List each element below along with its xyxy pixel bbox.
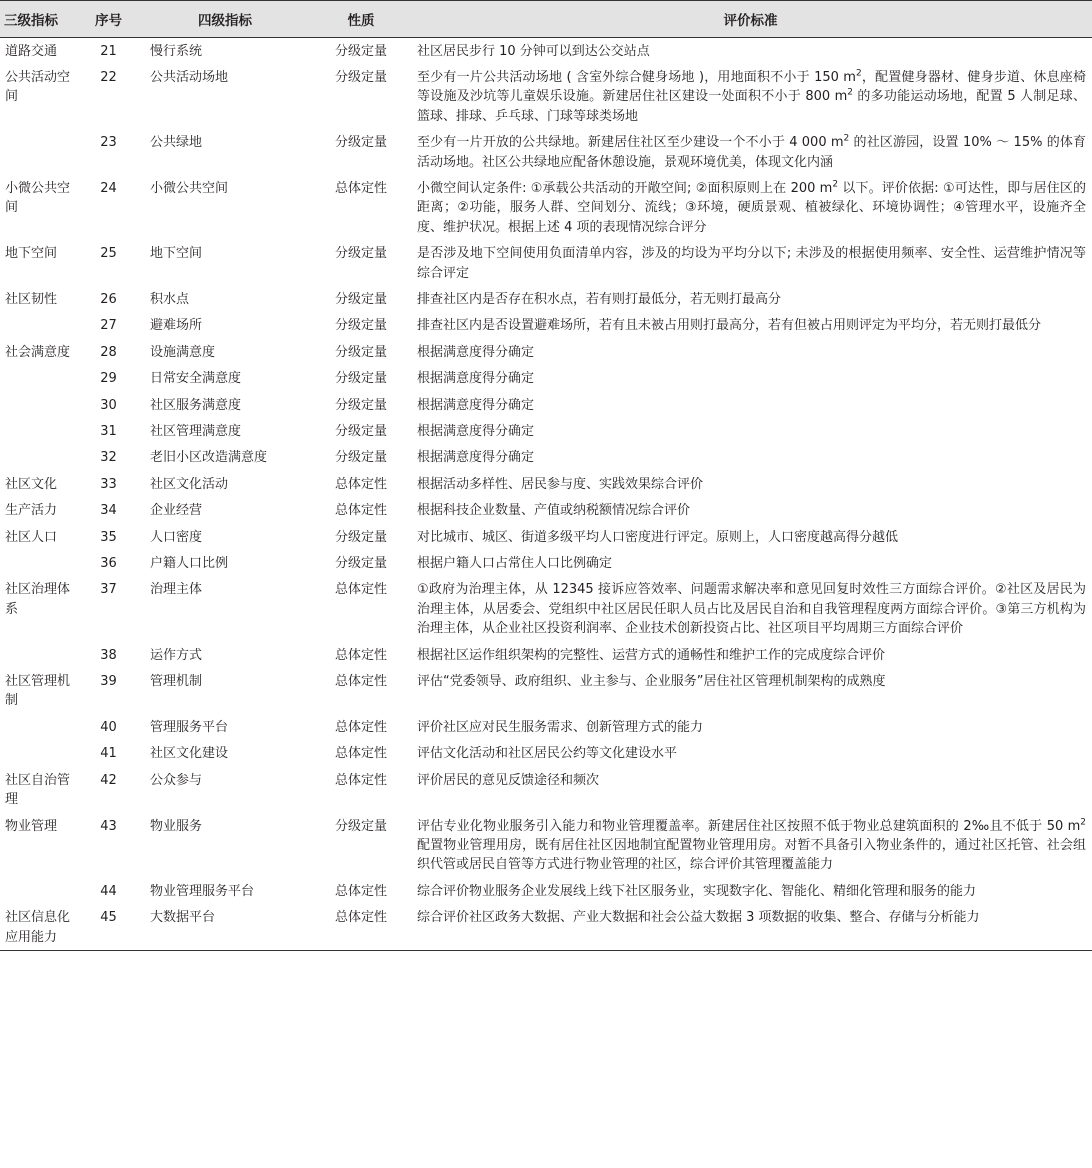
serial-number-cell: 26	[100, 291, 117, 307]
nature-cell: 分级定量	[334, 246, 387, 262]
level4-indicator-cell: 小微公共空间	[150, 180, 229, 196]
table-row	[0, 392, 1092, 418]
table-row	[0, 813, 1092, 878]
level3-indicator-cell	[0, 130, 80, 176]
serial-number-cell: 37	[100, 582, 117, 598]
nature-cell: 分级定量	[334, 529, 387, 545]
serial-number-cell: 41	[100, 746, 117, 762]
level4-indicator-cell: 物业服务	[150, 818, 203, 834]
nature-cell: 总体定性	[334, 910, 387, 926]
evaluation-standard-cell: 排查社区内是否存在积水点，若有则打最低分，若无则打最高分	[417, 291, 782, 307]
evaluation-standard-cell: 是否涉及地下空间使用负面清单内容，涉及的均设为平均分以下; 未涉及的根据使用频率、安全性、运营维护情况等综合评定	[417, 246, 1086, 281]
level4-indicator-cell: 户籍人口比例	[150, 556, 229, 572]
level3-indicator-cell: 社区文化	[5, 476, 58, 492]
table-row	[0, 130, 1092, 176]
serial-number-cell: 34	[100, 503, 117, 519]
serial-number-cell: 24	[100, 180, 117, 196]
nature-cell: 分级定量	[334, 424, 387, 439]
nature-cell: 分级定量	[334, 43, 387, 59]
level3-indicator-cell: 公共活动空间	[5, 69, 71, 105]
level3-indicator-cell	[0, 392, 80, 418]
level4-indicator-cell: 管理机制	[150, 674, 203, 690]
serial-number-cell: 35	[100, 529, 117, 545]
nature-cell: 总体定性	[334, 746, 387, 762]
serial-number-cell: 42	[100, 772, 117, 788]
nature-cell: 总体定性	[334, 180, 387, 196]
nature-cell: 分级定量	[334, 371, 387, 387]
level3-indicator-cell	[0, 878, 80, 904]
table-row	[0, 905, 1092, 951]
serial-number-cell: 40	[100, 719, 117, 735]
level4-indicator-cell: 老旧小区改造满意度	[150, 450, 268, 466]
evaluation-standard-cell: 根据满意度得分确定	[417, 344, 535, 360]
serial-number-cell: 36	[100, 556, 117, 572]
evaluation-standard-cell: 小微空间认定条件: ①承载公共活动的开敞空间; ②面积原则上在 200 $m^2$ 以下。评价依据: ①可达性，即与居住区的距离；②功能，服务人群、空间划分、流线；③环境，硬质景观、植被绿化、环境协调性；④管理水平，设施齐全度、维护状况。根据上述 4 项的表现情况综合评分	[417, 179, 1086, 235]
level3-indicator-cell: 生产活力	[5, 503, 58, 519]
table-row	[0, 714, 1092, 740]
serial-number-cell: 32	[100, 450, 117, 466]
level4-indicator-cell: 避难场所	[150, 318, 203, 334]
table-row	[0, 241, 1092, 287]
table-row	[0, 419, 1092, 445]
table-row	[0, 366, 1092, 392]
nature-cell: 分级定量	[334, 344, 387, 360]
serial-number-cell: 30	[100, 397, 117, 413]
nature-cell: 总体定性	[334, 476, 387, 492]
table-row	[0, 577, 1092, 642]
level4-indicator-cell: 公众参与	[150, 772, 203, 788]
level4-indicator-cell: 物业管理服务平台	[150, 883, 255, 899]
serial-number-cell: 33	[100, 476, 117, 492]
level4-indicator-cell: 企业经营	[150, 503, 203, 519]
table-row	[0, 471, 1092, 497]
table-header	[0, 1, 1092, 38]
level3-indicator-cell	[0, 419, 80, 445]
nature-cell: 分级定量	[334, 556, 387, 572]
evaluation-standard-cell: 评价居民的意见反馈途径和频次	[417, 772, 600, 788]
table-row	[0, 741, 1092, 767]
level4-indicator-cell: 公共绿地	[150, 135, 203, 151]
table-body	[0, 38, 1092, 951]
nature-cell: 分级定量	[334, 69, 387, 85]
level3-indicator-cell: 社区治理体系	[5, 582, 71, 617]
evaluation-standard-cell: 根据满意度得分确定	[417, 397, 535, 413]
header-level3-indicator: 三级指标	[4, 13, 58, 29]
level3-indicator-cell	[0, 642, 80, 668]
level4-indicator-cell: 社区文化活动	[150, 476, 229, 492]
serial-number-cell: 38	[100, 647, 117, 663]
evaluation-standard-cell: 评估“党委领导、政府组织、业主参与、企业服务”居住社区管理机制架构的成熟度	[417, 674, 886, 690]
serial-number-cell: 29	[100, 371, 117, 387]
serial-number-cell: 31	[100, 424, 117, 439]
serial-number-cell: 21	[100, 43, 117, 59]
serial-number-cell: 22	[100, 69, 117, 85]
nature-cell: 总体定性	[334, 719, 387, 735]
level3-indicator-cell: 社区管理机制	[5, 674, 71, 709]
level4-indicator-cell: 管理服务平台	[150, 719, 229, 735]
evaluation-standard-cell: 根据科技企业数量、产值或纳税额情况综合评价	[417, 503, 691, 519]
level3-indicator-cell: 小微公共空间	[5, 180, 71, 216]
level3-indicator-cell: 社区信息化应用能力	[5, 910, 71, 945]
level4-indicator-cell: 运作方式	[150, 647, 203, 663]
table-row	[0, 669, 1092, 715]
table-row	[0, 286, 1092, 312]
table-row	[0, 498, 1092, 524]
evaluation-standard-cell: 对比城市、城区、街道多级平均人口密度进行评定。原则上，人口密度越高得分越低	[417, 529, 899, 545]
nature-cell: 总体定性	[334, 674, 387, 690]
evaluation-standard-cell: 综合评价社区政务大数据、产业大数据和社会公益大数据 3 项数据的收集、整合、存储与分析能力	[417, 910, 980, 926]
serial-number-cell: 44	[100, 883, 117, 899]
level3-indicator-cell: 道路交通	[5, 43, 58, 59]
level4-indicator-cell: 治理主体	[150, 582, 203, 598]
table-row	[0, 313, 1092, 339]
level4-indicator-cell: 社区管理满意度	[150, 424, 242, 439]
level4-indicator-cell: 公共活动场地	[150, 69, 229, 85]
serial-number-cell: 45	[100, 910, 117, 926]
table-row	[0, 767, 1092, 813]
nature-cell: 总体定性	[334, 582, 387, 598]
level3-indicator-cell	[0, 445, 80, 471]
nature-cell: 分级定量	[334, 397, 387, 413]
level4-indicator-cell: 慢行系统	[150, 43, 203, 59]
table-row	[0, 551, 1092, 577]
level3-indicator-cell	[0, 741, 80, 767]
level4-indicator-cell: 人口密度	[150, 529, 203, 545]
evaluation-standard-cell: 至少有一片开放的公共绿地。新建居住社区至少建设一个不小于 4 000 $m^2$ 的社区游园，设置 10% ～ 15% 的体育活动场地。社区公共绿地应配备休憩设施，景观环境优美，体现文化内涵	[417, 133, 1086, 170]
table-row	[0, 445, 1092, 471]
level3-indicator-cell: 地下空间	[5, 246, 58, 262]
level4-indicator-cell: 社区文化建设	[150, 746, 229, 762]
level4-indicator-cell: 社区服务满意度	[150, 397, 242, 413]
table-row	[0, 64, 1092, 129]
evaluation-standard-cell: ①政府为治理主体，从 12345 接诉应答效率、问题需求解决率和意见回复时效性三方面综合评价。②社区及居民为治理主体，从居委会、党组织中社区居民任职人员占比及居民自治和自我管理程度两方面综合评价。③第三方机构为治理主体，从企业社区投资利润率、企业技术创新投资占比、社区项目平均周期三方面综合评价	[417, 582, 1086, 637]
serial-number-cell: 23	[100, 135, 117, 151]
serial-number-cell: 25	[100, 246, 117, 262]
serial-number-cell: 27	[100, 318, 117, 334]
level3-indicator-cell: 社区韧性	[5, 291, 58, 307]
evaluation-standard-cell: 至少有一片公共活动场地 ( 含室外综合健身场地 )，用地面积不小于 150 $m^2$，配置健身器材、健身步道、休息座椅等设施及沙坑等儿童娱乐设施。新建居住社区建设一处面积不小于 800 $m^2$ 的多功能运动场地，配置 5 人制足球、篮球、排球、乒乓球、门球等球类场地	[417, 68, 1087, 124]
nature-cell: 总体定性	[334, 883, 387, 899]
table-row	[0, 878, 1092, 904]
level3-indicator-cell: 社区自治管理	[5, 772, 71, 808]
evaluation-standard-cell: 社区居民步行 10 分钟可以到达公交站点	[417, 43, 650, 59]
nature-cell: 分级定量	[334, 318, 387, 334]
level3-indicator-cell: 物业管理	[5, 818, 58, 834]
level3-indicator-cell: 社会满意度	[5, 344, 71, 360]
evaluation-standard-cell: 根据满意度得分确定	[417, 450, 535, 466]
header-level4-indicator: 四级指标	[198, 13, 252, 29]
level4-indicator-cell: 设施满意度	[150, 344, 216, 360]
level4-indicator-cell: 日常安全满意度	[150, 371, 242, 387]
serial-number-cell: 43	[100, 818, 117, 834]
nature-cell: 总体定性	[334, 772, 387, 788]
nature-cell: 分级定量	[334, 450, 387, 466]
evaluation-standard-cell: 根据活动多样性、居民参与度、实践效果综合评价	[417, 476, 704, 492]
serial-number-cell: 39	[100, 674, 117, 690]
level3-indicator-cell	[0, 366, 80, 392]
nature-cell: 分级定量	[334, 291, 387, 307]
evaluation-standard-cell: 评价社区应对民生服务需求、创新管理方式的能力	[417, 719, 704, 735]
level3-indicator-cell	[0, 714, 80, 740]
level3-indicator-cell	[0, 551, 80, 577]
evaluation-standard-cell: 根据满意度得分确定	[417, 371, 535, 387]
table-row	[0, 524, 1092, 550]
table-row	[0, 38, 1092, 65]
nature-cell: 分级定量	[334, 818, 387, 834]
evaluation-standard-cell: 根据满意度得分确定	[417, 424, 535, 439]
serial-number-cell: 28	[100, 344, 117, 360]
table-row	[0, 175, 1092, 240]
nature-cell: 总体定性	[334, 647, 387, 663]
table-row	[0, 642, 1092, 668]
nature-cell: 总体定性	[334, 503, 387, 519]
level3-indicator-cell	[0, 313, 80, 339]
evaluation-standard-cell: 排查社区内是否设置避难场所，若有且未被占用则打最高分，若有但被占用则评定为平均分，若无则打最低分	[417, 318, 1042, 334]
table-row	[0, 339, 1092, 365]
level4-indicator-cell: 积水点	[150, 291, 190, 307]
header-nature: 性质	[347, 13, 375, 29]
evaluation-standard-cell: 根据户籍人口占常住人口比例确定	[417, 556, 613, 572]
nature-cell: 分级定量	[334, 135, 387, 151]
level4-indicator-cell: 大数据平台	[150, 910, 216, 926]
header-serial-number: 序号	[95, 13, 122, 29]
evaluation-standard-cell: 评估专业化物业服务引入能力和物业管理覆盖率。新建居住社区按照不低于物业总建筑面积的 2‰且不低于 50 $m^2$ 配置物业管理用房，既有居住社区因地制宜配置物业管理用房。对暂不具备引入物业条件的，通过社区托管、社会组织代管或居民自管等方式进行物业管理的社区，综合评价其管理覆盖能力	[417, 817, 1086, 873]
evaluation-standard-cell: 根据社区运作组织架构的完整性、运营方式的通畅性和维护工作的完成度综合评价	[417, 647, 886, 663]
level4-indicator-cell: 地下空间	[150, 246, 203, 262]
header-evaluation-standard: 评价标准	[723, 13, 778, 29]
level3-indicator-cell: 社区人口	[5, 529, 58, 545]
header-row	[0, 1, 1092, 38]
evaluation-standard-cell: 综合评价物业服务企业发展线上线下社区服务业，实现数字化、智能化、精细化管理和服务的能力	[417, 883, 977, 899]
evaluation-standard-cell: 评估文化活动和社区居民公约等文化建设水平	[417, 746, 678, 762]
